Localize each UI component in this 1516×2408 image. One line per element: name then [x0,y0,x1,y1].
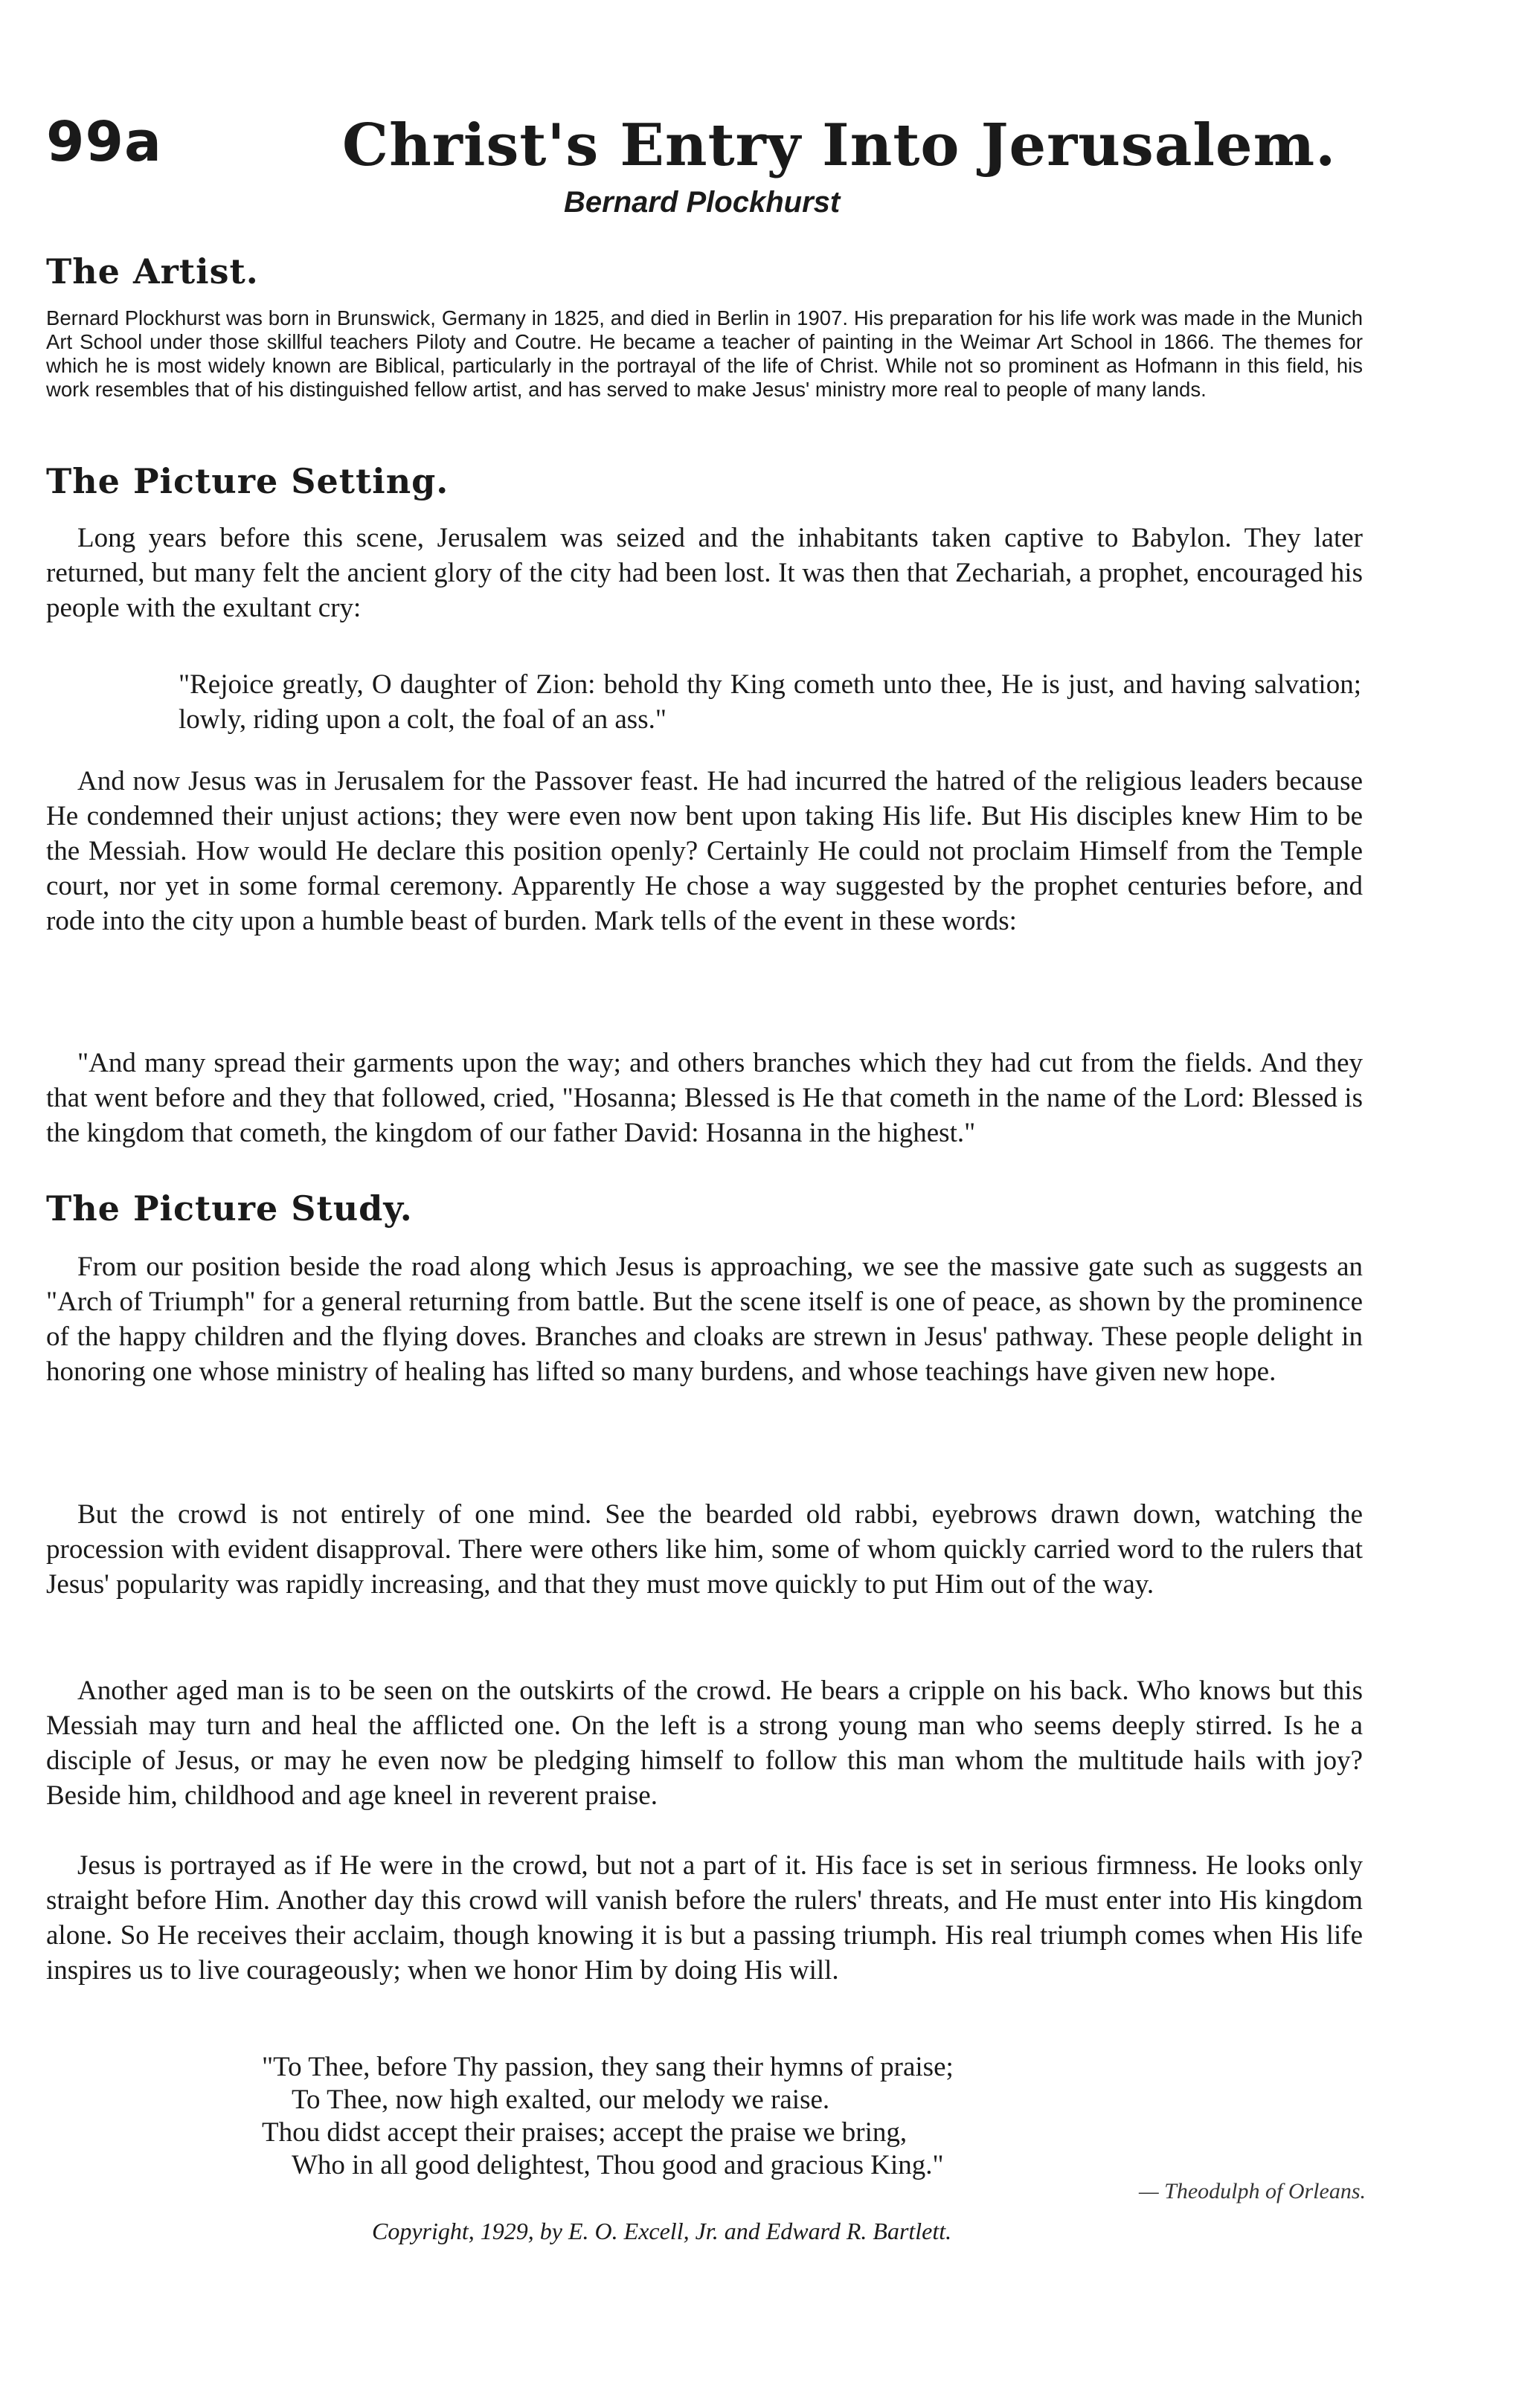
section-heading-artist: The Artist. [46,251,259,292]
hymn-verse [262,2051,954,2182]
section-heading-picture-setting: The Picture Setting. [46,461,449,501]
copyright-notice: Copyright, 1929, by E. O. Excell, Jr. and Edward R. Bartlett. [372,2218,952,2244]
study-paragraph-3: Another aged man is to be seen on the outskirts of the crowd. He bears a cripple on his back. Who knows but this Messiah may turn and heal the afflicted one. On the left is a strong young man who seems deeply stirred. Is he a disciple of Jesus, or may he even now be pledging himself to follow this man whom the multitude hails with joy? Beside him, childhood and age kneel in reverent praise. [46,1675,1363,1811]
hymn-line-3: Thou didst accept their praises; accept the praise we bring, [262,2117,908,2148]
hymn-line-2: To Thee, now high exalted, our melody we raise. [292,2085,830,2115]
setting-paragraph-1: Long years before this scene, Jerusalem was seized and the inhabitants taken captive to Babylon. They later returned, but many felt the ancient glory of the city had been lost. It was then that Zechariah, a prophet, encouraged his people with the exultant cry: [46,523,1363,623]
artist-biography: Bernard Plockhurst was born in Brunswick, Germany in 1825, and died in Berlin in 1907. His preparation for his life work was made in the Munich Art School under those skillful teachers Piloty and Coutre. He became a teacher of painting in the Weimar Art School in 1866. The themes for which he is most widely known are Biblical, particularly in the portrayal of the life of Christ. While not so prominent as Hofmann in this field, his work resembles that of his distinguished fellow artist, and has served to make Jesus' ministry more real to people of many lands. [46,306,1363,401]
study-paragraph-2: But the crowd is not entirely of one mind. See the bearded old rabbi, eyebrows drawn down, watching the procession with evident disapproval. There were others like him, some of whom quickly carried word to the rulers that Jesus' popularity was rapidly increasing, and that they must move quickly to put Him out of the way. [46,1499,1363,1600]
section-heading-picture-study: The Picture Study. [46,1188,413,1229]
study-paragraph-1: From our position beside the road along which Jesus is approaching, we see the massive gate such as suggests an "Arch of Triumph" for a general returning from battle. But the scene itself is one of peace, as shown by the prominence of the happy children and the flying doves. Branches and cloaks are strewn in Jesus' pathway. These people delight in honoring one whose ministry of healing has lifted so many burdens, and whose teachings have given new hope. [46,1252,1363,1387]
hymn-attribution: — Theodulph of Orleans. [1138,2179,1366,2203]
page-number: 99a [46,110,162,174]
zechariah-quote: "Rejoice greatly, O daughter of Zion: behold thy King cometh unto thee, He is just, and having salvation; lowly, riding upon a colt, the foal of an ass." [179,669,1361,735]
hymn-line-4: Who in all good delightest, Thou good and gracious King." [292,2150,944,2180]
page-title: Christ's Entry Into Jerusalem. [342,112,1337,179]
artist-byline: Bernard Plockhurst [564,186,841,219]
setting-paragraph-2: And now Jesus was in Jerusalem for the Passover feast. He had incurred the hatred of the religious leaders because He condemned their unjust actions; they were even now bent upon taking His life. But His disciples knew Him to be the Messiah. How would He declare this position openly? Certainly He could not proclaim Himself from the Temple court, nor yet in some formal ceremony. Apparently He chose a way suggested by the prophet centuries before, and rode into the city upon a humble beast of burden. Mark tells of the event in these words: [46,766,1363,936]
mark-quote: "And many spread their garments upon the way; and others branches which they had cut from the fields. And they that went before and they that followed, cried, "Hosanna; Blessed is He that cometh in the name of the Lord: Blessed is the kingdom that cometh, the kingdom of our father David: Hosanna in the highest." [46,1048,1363,1148]
hymn-line-1: "To Thee, before Thy passion, they sang their hymns of praise; [262,2052,954,2082]
study-paragraph-4: Jesus is portrayed as if He were in the crowd, but not a part of it. His face is set in serious firmness. He looks only straight before Him. Another day this crowd will vanish before the rulers' threats, and He must enter into His kingdom alone. So He receives their acclaim, though knowing it is but a passing triumph. His real triumph comes when His life inspires us to live courageously; when we honor Him by doing His will. [46,1850,1363,1986]
